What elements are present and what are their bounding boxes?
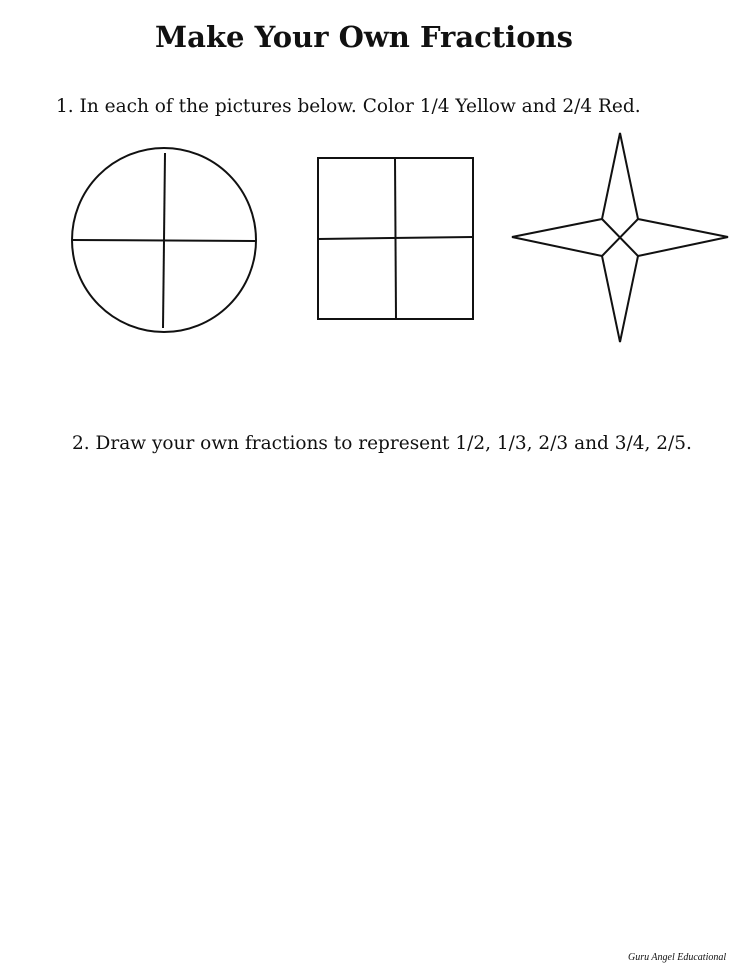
circle-quarters <box>72 148 256 332</box>
footer-logo: Guru Angel Educational <box>628 952 727 963</box>
shapes-area <box>0 0 750 400</box>
page-title: Make Your Own Fractions <box>155 20 573 54</box>
star-quarters <box>512 133 728 342</box>
question-2: 2. Draw your own fractions to represent 1/2, 1/3, 2/3 and 3/4, 2/5. <box>72 433 692 454</box>
question-1: 1. In each of the pictures below. Color 1/4 Yellow and 2/4 Red. <box>56 96 641 117</box>
square-quarters <box>318 158 473 319</box>
